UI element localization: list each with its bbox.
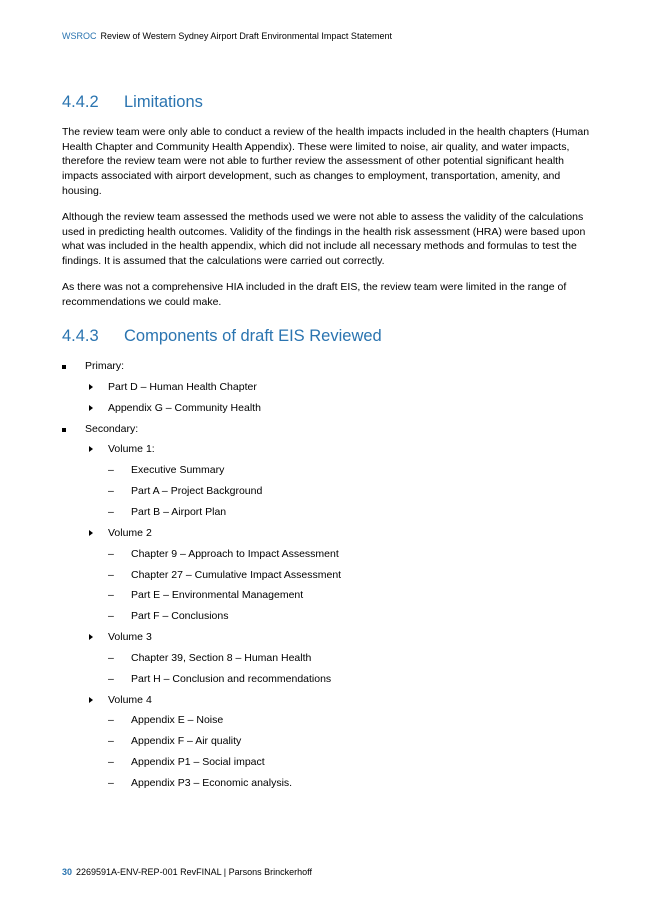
list-item: – Chapter 9 – Approach to Impact Assessment: [108, 548, 339, 560]
dash-bullet: –: [108, 506, 114, 518]
list-item: – Part A – Project Background: [108, 485, 263, 497]
list-item: Volume 2: [89, 527, 152, 539]
list-item: – Part B – Airport Plan: [108, 506, 227, 518]
list-item: – Chapter 39, Section 8 – Human Health: [108, 652, 312, 664]
list-item: – Part F – Conclusions: [108, 610, 229, 622]
dash-bullet: –: [108, 777, 114, 789]
list-item: – Appendix P3 – Economic analysis.: [108, 777, 293, 789]
heading-title: Limitations: [124, 93, 203, 111]
list-item: – Appendix F – Air quality: [108, 735, 242, 747]
page-footer: [62, 867, 312, 877]
paragraph-2: Although the review team assessed the methods used we were not able to assess the validity of the calculations used in predicting health outcomes. Validity of the findings in the health risk assessment (HRA) were based upon what was included in the health appendix, which did not include all necessary methods and formulas to test the findings. It is assumed that the calculations were carried out correctly.: [62, 211, 586, 268]
triangle-bullet-icon: [89, 634, 93, 640]
triangle-bullet-icon: [89, 530, 93, 536]
dash-bullet: –: [108, 673, 114, 685]
heading-limitations: [62, 93, 203, 112]
square-bullet-icon: [62, 365, 66, 369]
list-item: Primary:: [62, 360, 124, 372]
heading-components: [62, 327, 382, 346]
triangle-bullet-icon: [89, 697, 93, 703]
header-title: Review of Western Sydney Airport Draft Environmental Impact Statement: [100, 31, 392, 41]
list-item: Volume 1:: [89, 443, 155, 455]
footer-doc-ref: 2269591A-ENV-REP-001 RevFINAL | Parsons Brinckerhoff: [76, 867, 312, 877]
list-item: Part D – Human Health Chapter: [89, 381, 257, 393]
list-item: Volume 4: [89, 694, 152, 706]
triangle-bullet-icon: [89, 446, 93, 452]
list-item: – Appendix P1 – Social impact: [108, 756, 265, 768]
heading-title: Components of draft EIS Reviewed: [124, 327, 382, 345]
dash-bullet: –: [108, 569, 114, 581]
list-item: – Executive Summary: [108, 464, 225, 476]
triangle-bullet-icon: [89, 405, 93, 411]
triangle-bullet-icon: [89, 384, 93, 390]
dash-bullet: –: [108, 548, 114, 560]
heading-number: 4.4.3: [62, 327, 99, 345]
list-item: – Part H – Conclusion and recommendations: [108, 673, 332, 685]
paragraph-3: As there was not a comprehensive HIA included in the draft EIS, the review team were limited in the range of recommendations we could make.: [62, 281, 567, 308]
dash-bullet: –: [108, 464, 114, 476]
square-bullet-icon: [62, 428, 66, 432]
list-item: – Appendix E – Noise: [108, 714, 224, 726]
dash-bullet: –: [108, 485, 114, 497]
dash-bullet: –: [108, 756, 114, 768]
running-header: [62, 31, 392, 41]
dash-bullet: –: [108, 589, 114, 601]
list-item: Appendix G – Community Health: [89, 402, 261, 414]
heading-number: 4.4.2: [62, 93, 99, 111]
list-item: Secondary:: [62, 423, 138, 435]
dash-bullet: –: [108, 735, 114, 747]
list-item: – Chapter 27 – Cumulative Impact Assessment: [108, 569, 342, 581]
dash-bullet: –: [108, 610, 114, 622]
list-item: Volume 3: [89, 631, 152, 643]
dash-bullet: –: [108, 652, 114, 664]
header-org: WSROC: [62, 31, 97, 41]
page-number: 30: [62, 867, 73, 877]
paragraph-1: The review team were only able to conduct a review of the health impacts included in the health chapters (Human Health Chapter and Community Health Appendix). These were limited to noise, air quality, and water impacts, therefore the review team were not able to further review the assessment of other potential significant health impacts associated with airport development, such as changes to employment, transportation, amenity, and housing.: [62, 126, 590, 197]
list-item: – Part E – Environmental Management: [108, 589, 304, 601]
dash-bullet: –: [108, 714, 114, 726]
